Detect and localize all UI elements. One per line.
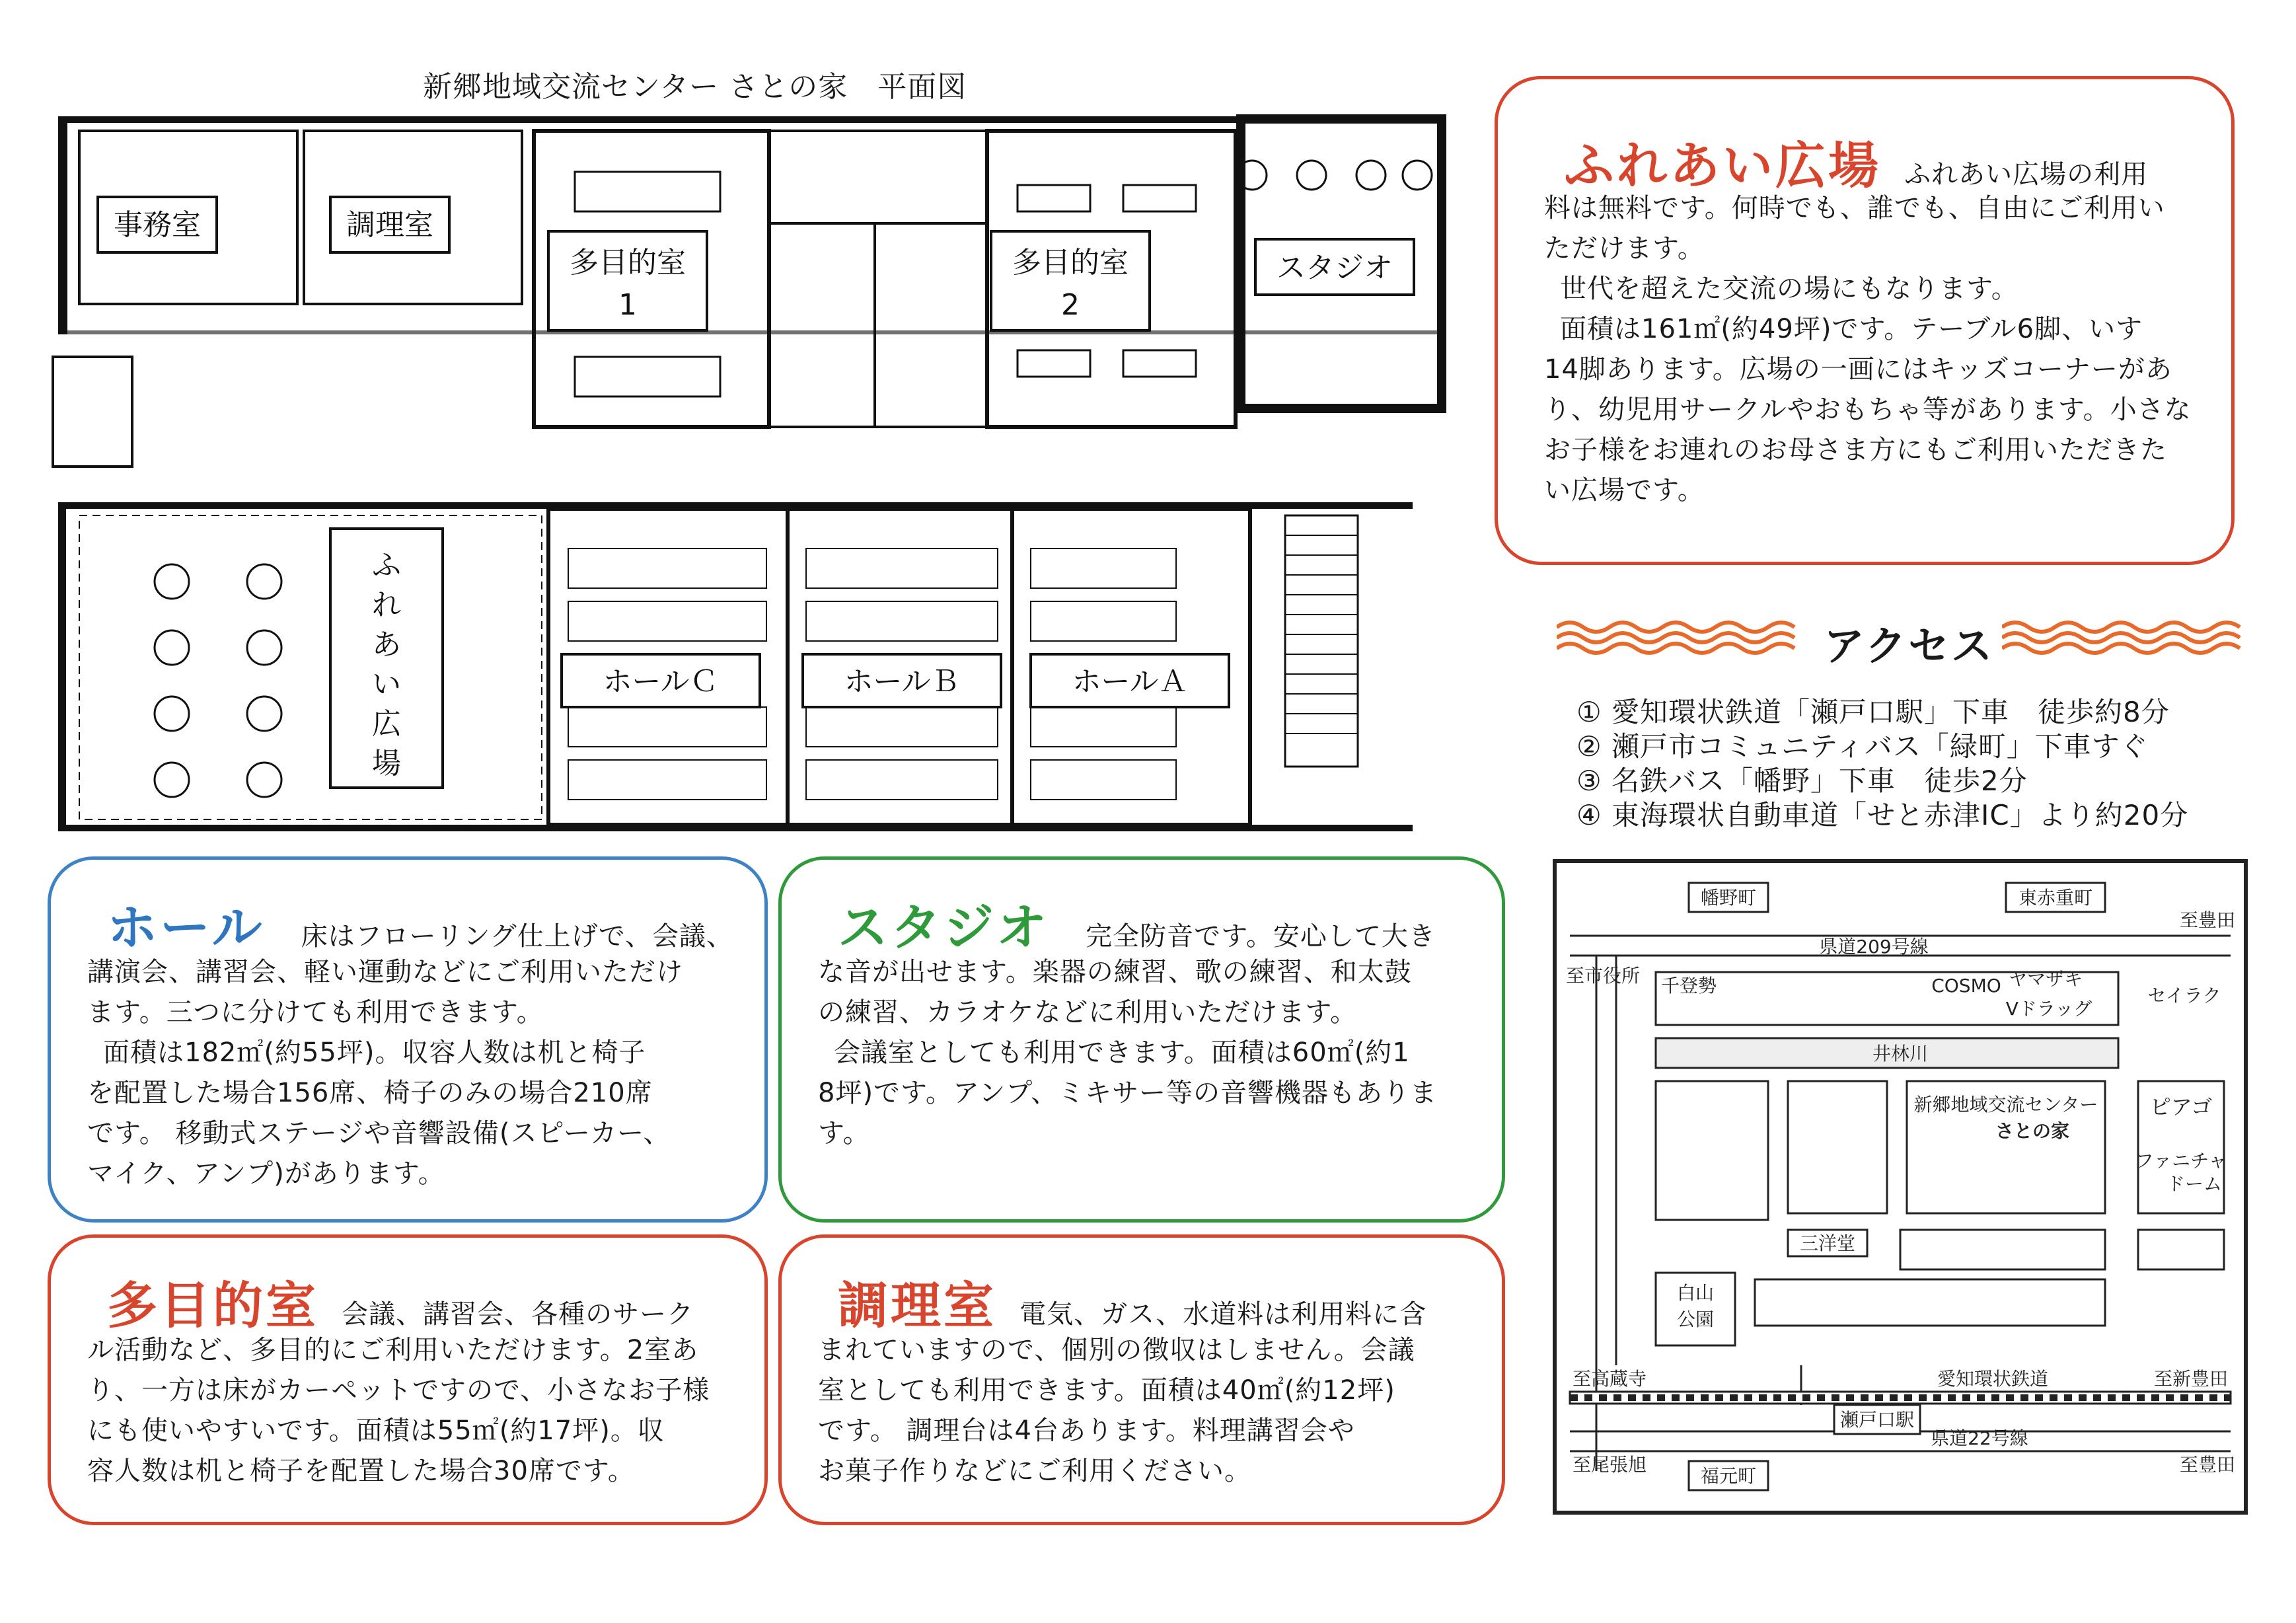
studio-intro: 完全防音です。安心して大き bbox=[1086, 921, 1436, 952]
map-piago: ピアゴ bbox=[2149, 1094, 2213, 1119]
studio-line: す。 bbox=[818, 1118, 870, 1149]
hall-line: を配置した場合156席、椅子のみの場合210席 bbox=[87, 1078, 653, 1108]
hall-section bbox=[48, 856, 768, 1223]
multi-room-section bbox=[48, 1234, 768, 1525]
hall-b-label: ホールＢ bbox=[844, 665, 960, 698]
hall-line: マイク、アンプ)があります。 bbox=[87, 1158, 445, 1189]
access-item: ③ 名鉄バス「幡野」下車 徒歩2分 bbox=[1576, 765, 2028, 797]
studio-label: スタジオ bbox=[1277, 251, 1393, 285]
fureai-line: 世代を超えた交流の場にもなります。 bbox=[1560, 274, 2018, 304]
multi-room-1-label: 多目的室 bbox=[570, 246, 686, 280]
map-hakusan-1: 白山 bbox=[1676, 1282, 1715, 1304]
studio-line: な音が出せます。楽器の練習、歌の練習、和太鼓 bbox=[818, 957, 1412, 987]
cooking-room-line: です。 調理台は4台あります。料理講習会や bbox=[818, 1415, 1355, 1446]
hall-heading: ホール bbox=[107, 898, 265, 957]
map-route-22: 県道22号線 bbox=[1931, 1427, 2028, 1449]
map-fukumoto: 福元町 bbox=[1700, 1465, 1757, 1487]
map-yamazaki: ヤマザキ bbox=[2008, 968, 2083, 990]
office-label: 事務室 bbox=[114, 208, 201, 242]
hall-c-label: ホールＣ bbox=[603, 665, 719, 698]
map-aikan: 愛知環状鉄道 bbox=[1937, 1368, 2049, 1390]
hall-line: ます。三つに分けても利用できます。 bbox=[87, 997, 544, 1028]
fureai-label-4: い bbox=[372, 667, 401, 701]
cooking-room-intro: 電気、ガス、水道料は利用料に含 bbox=[1019, 1299, 1427, 1330]
fureai-line: り、幼児用サークルやおもちゃ等があります。小さな bbox=[1544, 395, 2192, 425]
map-seiraku: セイラク bbox=[2147, 985, 2221, 1006]
map-cosmo: COSMO bbox=[1931, 975, 2001, 997]
multi-room-heading: 多目的室 bbox=[107, 1276, 318, 1335]
floor-plan-title: 新郷地域交流センター さとの家 平面図 bbox=[423, 70, 967, 104]
map-furniture-2: ドーム bbox=[2166, 1173, 2223, 1195]
cooking-room-line: まれていますので、個別の徴収はしません。会議 bbox=[818, 1335, 1415, 1365]
studio-section bbox=[778, 856, 1505, 1223]
map-higashi-akazu: 東赤重町 bbox=[2018, 887, 2093, 909]
studio-line: 会議室としても利用できます。面積は60㎡(約1 bbox=[834, 1038, 1410, 1068]
map-to-city-hall: 至市役所 bbox=[1565, 965, 1641, 987]
fureai-label-1: ふ bbox=[372, 548, 401, 582]
map-irinbayashi: 井林川 bbox=[1872, 1043, 1929, 1065]
access-item: ④ 東海環状自動車道「せと赤津IC」より約20分 bbox=[1576, 799, 2189, 831]
cooking-room-label: 調理室 bbox=[346, 208, 433, 242]
access-title: アクセス bbox=[1824, 622, 1995, 670]
map-furniture-1: ファニチャ bbox=[2135, 1150, 2227, 1172]
hall-a-label: ホールＡ bbox=[1072, 665, 1188, 698]
fureai-label-5: 広 bbox=[372, 707, 401, 741]
map-senbou: 千登勢 bbox=[1660, 975, 1717, 997]
cooking-room-line: 室としても利用できます。面積は40㎡(約12坪) bbox=[818, 1375, 1395, 1406]
access-map bbox=[1553, 859, 2248, 1515]
wave-decoration-left bbox=[1557, 618, 1808, 658]
hall-intro: 床はフローリング仕上げで、会議、 bbox=[301, 921, 733, 952]
map-to-toyota-bottom: 至豊田 bbox=[2179, 1454, 2236, 1476]
cooking-room-heading: 調理室 bbox=[838, 1276, 996, 1335]
multi-room-line: り、一方は床がカーペットですので、小さなお子様 bbox=[87, 1375, 710, 1406]
map-sanyodo: 三洋堂 bbox=[1799, 1232, 1856, 1254]
map-center-satonoie: さとの家 bbox=[1995, 1120, 2070, 1142]
multi-room-2-number: 2 bbox=[1061, 288, 1080, 322]
fureai-line: 14脚あります。広場の一画にはキッズコーナーがあ bbox=[1544, 354, 2172, 385]
map-setoguchi-station: 瀬戸口駅 bbox=[1839, 1409, 1915, 1431]
fureai-line: 面積は161㎡(約49坪)です。テーブル6脚、いす bbox=[1560, 314, 2143, 344]
map-hatano: 幡野町 bbox=[1700, 887, 1757, 909]
map-to-kozoji: 至高蔵寺 bbox=[1572, 1368, 1647, 1390]
map-center-name: 新郷地域交流センター bbox=[1913, 1094, 2098, 1115]
cooking-room-section bbox=[778, 1234, 1505, 1525]
fureai-line: お子様をお連れのお母さま方にもご利用いただきた bbox=[1544, 435, 2167, 465]
multi-room-1-number: 1 bbox=[618, 288, 637, 322]
fureai-line: 料は無料です。何時でも、誰でも、自由にご利用い bbox=[1544, 193, 2165, 223]
floor-plan bbox=[40, 99, 1467, 866]
fureai-heading: ふれあい広場 bbox=[1564, 136, 1881, 195]
access-item: ① 愛知環状鉄道「瀬戸口駅」下車 徒歩約8分 bbox=[1576, 696, 2170, 728]
map-hakusan-2: 公園 bbox=[1676, 1308, 1715, 1330]
hall-line: です。 移動式ステージや音響設備(スピーカー、 bbox=[87, 1118, 671, 1149]
fureai-intro: ふれあい広場の利用 bbox=[1904, 159, 2149, 190]
wave-decoration-right bbox=[2002, 618, 2253, 658]
fureai-label-3: あ bbox=[372, 628, 401, 661]
hall-line: 講演会、講習会、軽い運動などにご利用いただけ bbox=[87, 957, 683, 987]
map-v-drug: Vドラッグ bbox=[2005, 998, 2092, 1020]
access-item: ② 瀬戸市コミュニティバス「緑町」下車すぐ bbox=[1576, 730, 2149, 763]
cooking-room-line: お菓子作りなどにご利用ください。 bbox=[818, 1456, 1251, 1486]
studio-line: 8坪)です。アンプ、ミキサー等の音響機器もありま bbox=[818, 1078, 1438, 1108]
multi-room-line: にも使いやすいです。面積は55㎡(約17坪)。収 bbox=[87, 1415, 665, 1446]
studio-line: の練習、カラオケなどに利用いただけます。 bbox=[818, 997, 1357, 1028]
studio-heading: スタジオ bbox=[838, 898, 1049, 957]
map-to-owariasahi: 至尾張旭 bbox=[1572, 1454, 1647, 1476]
multi-room-2-label: 多目的室 bbox=[1012, 246, 1129, 280]
fureai-section bbox=[1495, 76, 2235, 565]
fureai-line: い広場です。 bbox=[1544, 475, 1705, 506]
map-to-shintoyota: 至新豊田 bbox=[2153, 1368, 2229, 1390]
map-route-209: 県道209号線 bbox=[1819, 936, 1929, 958]
multi-room-line: ル活動など、多目的にご利用いただけます。2室あ bbox=[87, 1335, 699, 1365]
hall-line: 面積は182㎡(約55坪)。収容人数は机と椅子 bbox=[103, 1038, 646, 1068]
fureai-label-6: 場 bbox=[372, 747, 401, 780]
fureai-label-2: れ bbox=[372, 588, 401, 622]
multi-room-line: 容人数は机と椅子を配置した場合30席です。 bbox=[87, 1456, 635, 1486]
fureai-line: ただけます。 bbox=[1544, 233, 1705, 264]
multi-room-intro: 会議、講習会、各種のサーク bbox=[342, 1299, 694, 1330]
map-to-toyota-top: 至豊田 bbox=[2179, 909, 2236, 931]
